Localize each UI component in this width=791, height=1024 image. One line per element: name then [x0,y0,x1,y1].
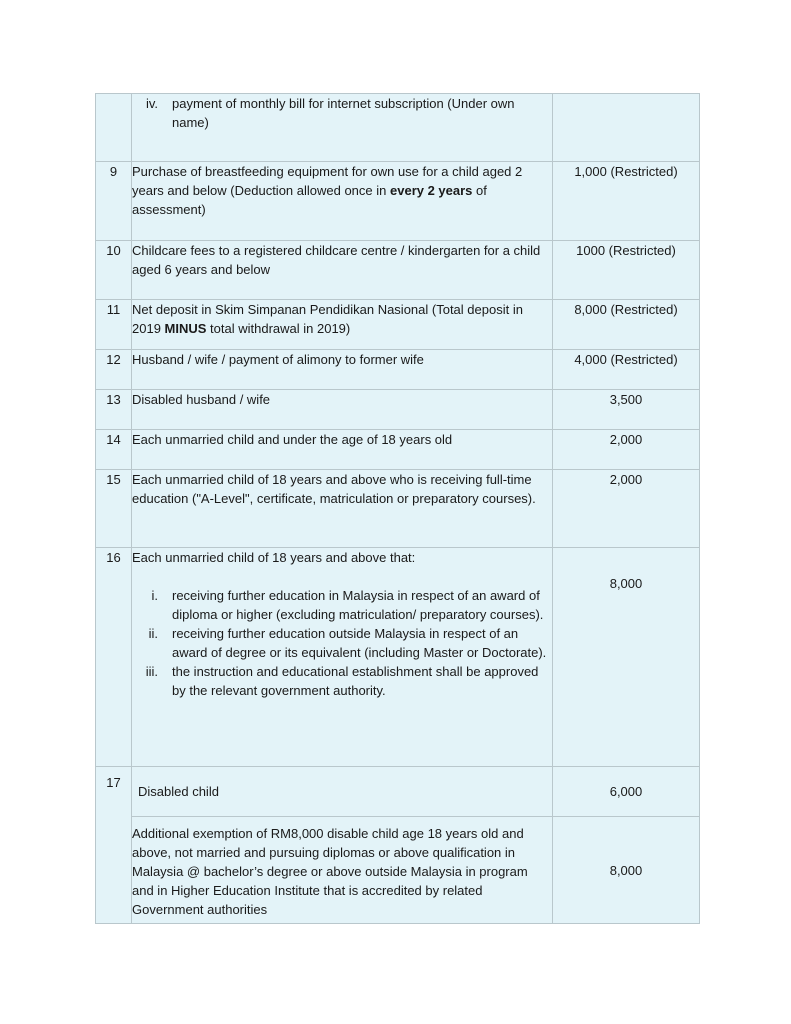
table-row [96,548,700,767]
row-description-text: Net deposit in Skim Simpanan Pendidikan Nasional (Total deposit in 2019 [132,302,523,336]
row-number: 13 [96,390,132,430]
row-amount [553,94,700,162]
row-description-text: Each unmarried child of 18 years and above that: [132,550,416,565]
row-description: Each unmarried child and under the age of 18 years old [132,430,553,470]
table-row [96,94,700,162]
row-description: Additional exemption of RM8,000 disable child age 18 years old and above, not married and pursuing diplomas or above qualification in Malaysia @ bachelor’s degree or above outside Malaysia in program and in Higher Education Institute that is accredited by related Government authorities [132,817,553,924]
sub-item-text: payment of monthly bill for internet subscription (Under own name) [172,96,515,130]
row-amount: 6,000 [553,767,700,817]
row-amount: 8,000 (Restricted) [553,300,700,350]
sub-item-marker: iv. [145,96,158,111]
row-description [132,94,553,162]
row-number: 16 [96,548,132,767]
table-row [96,241,700,300]
table-row [96,430,700,470]
row-amount: 3,500 [553,390,700,430]
sub-item [132,586,552,624]
table-row [96,350,700,390]
sub-item-text: receiving further education in Malaysia in respect of an award of diploma or higher (excluding matriculation/ preparatory courses). [172,588,544,622]
row-number: 17 [96,767,132,924]
row-description [132,548,553,767]
row-description [132,162,553,241]
row-description: Disabled child [132,767,553,817]
table-row [96,390,700,430]
row-description: Disabled husband / wife [132,390,553,430]
row-number [96,94,132,162]
row-amount: 1,000 (Restricted) [553,162,700,241]
row-description: Childcare fees to a registered childcare centre / kindergarten for a child aged 6 years and below [132,241,553,300]
row-amount: 4,000 (Restricted) [553,350,700,390]
table-row [96,817,700,924]
row-number: 9 [96,162,132,241]
row-number: 11 [96,300,132,350]
row-amount: 8,000 [553,817,700,924]
row-description [132,300,553,350]
sub-item-text: the instruction and educational establishment shall be approved by the relevant government authority. [172,664,539,698]
row-description: Husband / wife / payment of alimony to former wife [132,350,553,390]
row-number: 15 [96,470,132,548]
row-number: 12 [96,350,132,390]
row-amount: 1000 (Restricted) [553,241,700,300]
row-description-text: total withdrawal in 2019) [206,321,351,336]
row-description-bold: MINUS [164,321,207,336]
row-number: 14 [96,430,132,470]
tax-relief-table [95,93,700,924]
row-description: Each unmarried child of 18 years and above who is receiving full-time education ("A-Level", certificate, matriculation or preparatory courses). [132,470,553,548]
row-amount: 8,000 [553,548,700,767]
table-row [96,470,700,548]
row-amount: 2,000 [553,430,700,470]
table-row [96,767,700,817]
sub-item [132,662,552,700]
table-row [96,162,700,241]
sub-item [132,94,552,132]
row-number: 10 [96,241,132,300]
sub-item-marker: i. [151,588,158,603]
row-description-text: of assessment) [132,183,487,217]
row-amount: 2,000 [553,470,700,548]
sub-item-marker: ii. [148,626,158,641]
sub-item-marker: iii. [145,664,158,679]
sub-item-text: receiving further education outside Malaysia in respect of an award of degree or its equivalent (including Master or Doctorate). [172,626,547,660]
row-description-text: Purchase of breastfeeding equipment for own use for a child aged 2 years and below (Deduction allowed once in [132,164,523,198]
row-description-bold: every 2 years [390,183,473,198]
table-row [96,300,700,350]
sub-item [132,624,552,662]
